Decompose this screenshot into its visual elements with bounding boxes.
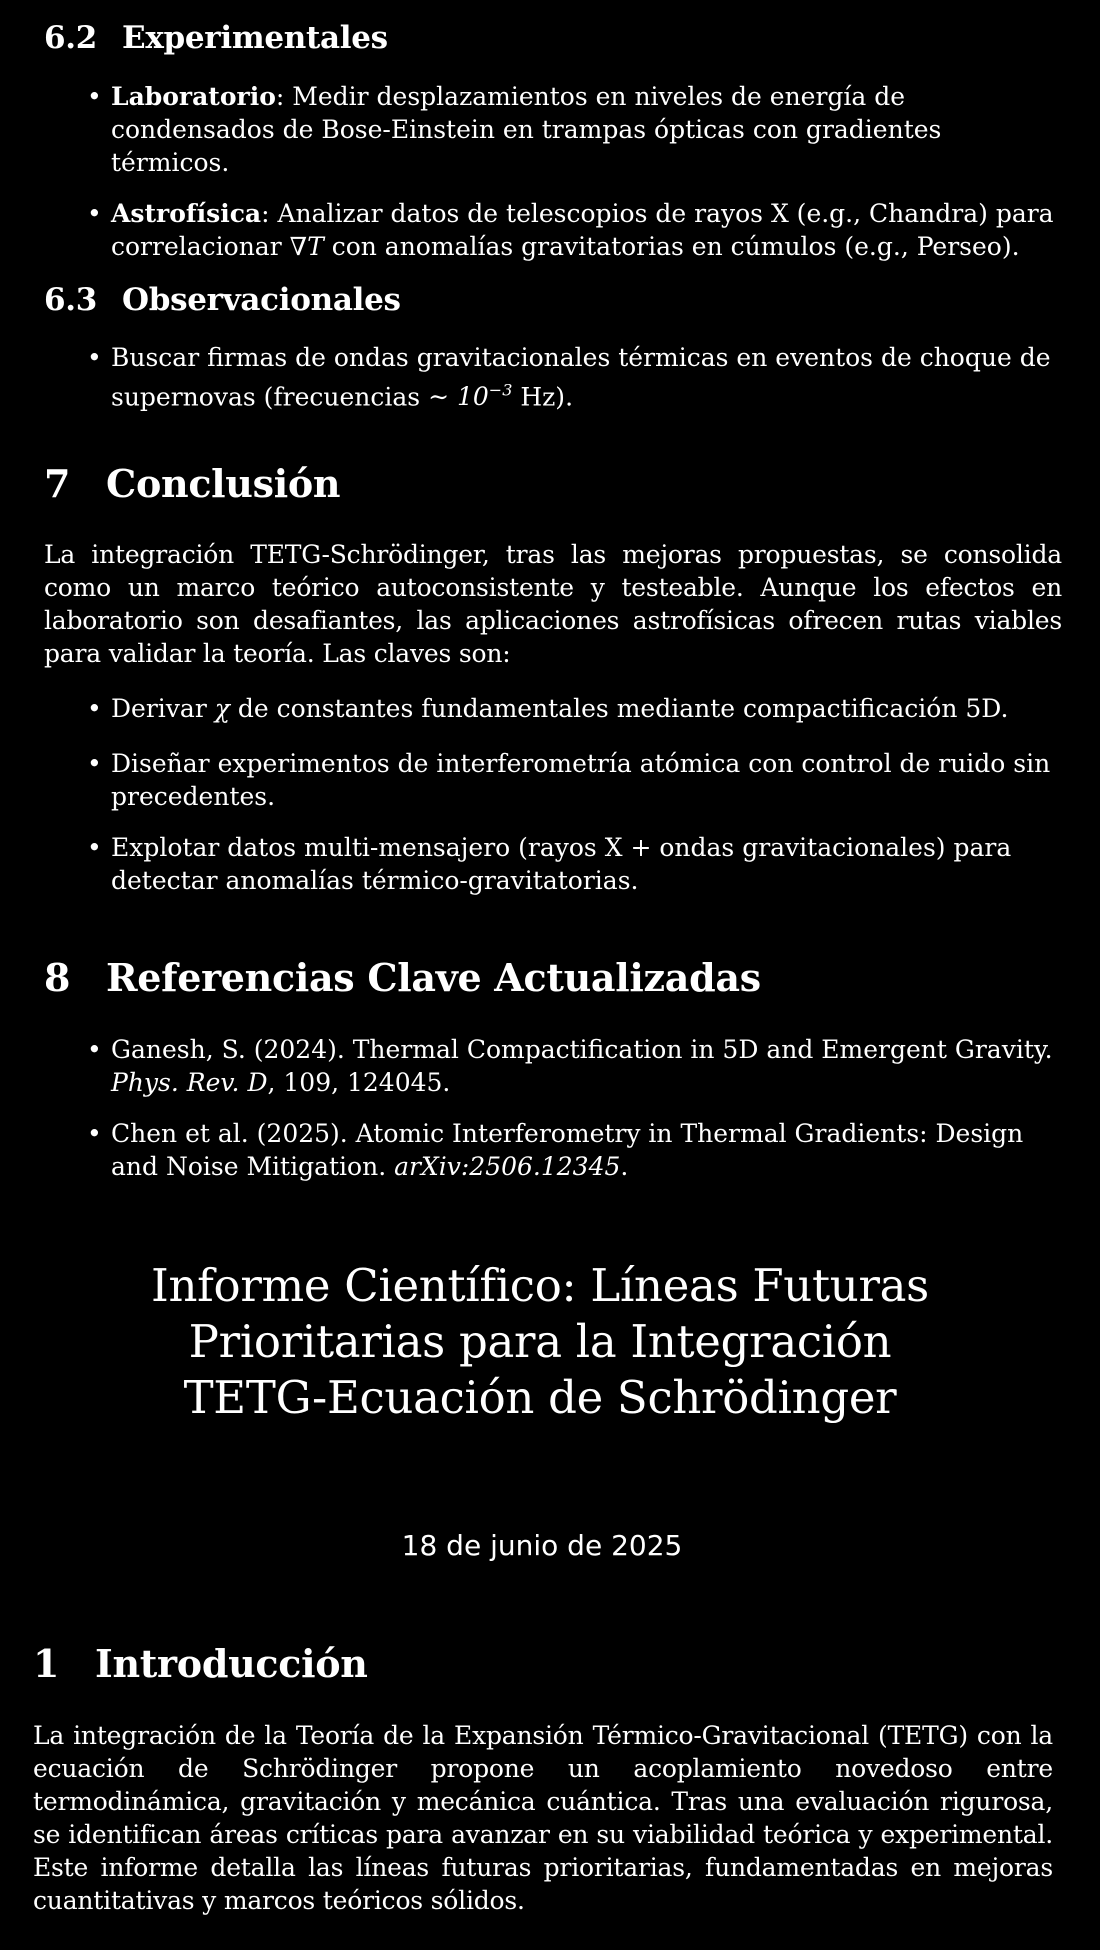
- list-item: [87, 197, 1062, 263]
- bullet-icon: •: [87, 694, 102, 723]
- section-heading: [44, 460, 1064, 508]
- list-item: [87, 80, 1062, 179]
- math-base: ∼ 10: [428, 382, 489, 412]
- item-text: : Analizar datos de telescopios de rayos X (e.g., Chandra) para correlacionar: [111, 199, 1054, 261]
- section-number: 1: [33, 1641, 60, 1686]
- section-number: 6.2: [44, 20, 98, 56]
- section-7-list: [87, 692, 1062, 897]
- list-item: [87, 747, 1062, 813]
- item-text: Hz).: [512, 382, 574, 412]
- paragraph: La integración de la Teoría de la Expansión Térmico-Gravitacional (TETG) con la ecuación de Schrödinger propone un acoplamiento novedoso entre termodinámica, gravitación y mecánica cuántica. Tras una evaluación rigurosa, se identifican áreas críticas para avanzar en su viabilidad teórica y experimental. Este informe detalla las líneas futuras prioritarias, fundamentadas en mejoras cuantitativas y marcos teóricos sólidos.: [33, 1721, 1053, 1915]
- section-title: Introducción: [95, 1641, 368, 1686]
- math-chi: χ: [214, 694, 230, 723]
- bullet-icon: •: [87, 1035, 102, 1064]
- section-6-3: [44, 280, 1064, 320]
- math-frequency: [428, 382, 512, 411]
- section-title: Observacionales: [122, 282, 401, 318]
- item-text: con anomalías gravitatorias en cúmulos (e.g., Perseo).: [323, 232, 1020, 261]
- reference-item: [87, 1033, 1062, 1099]
- reference-text: Ganesh, S. (2024). Thermal Compactification in 5D and Emergent Gravity.: [111, 1035, 1053, 1064]
- list-item: [87, 341, 1062, 413]
- section-1: [33, 1640, 1063, 1688]
- section-7: [44, 460, 1064, 508]
- section-title: Referencias Clave Actualizadas: [106, 955, 761, 1000]
- section-8-list: [87, 1033, 1062, 1183]
- section-8: [44, 954, 1064, 1002]
- bullet-icon: •: [87, 833, 102, 862]
- reference-text: , 109, 124045.: [267, 1068, 451, 1097]
- section-title: Experimentales: [122, 20, 388, 56]
- section-6-2: [44, 18, 1064, 58]
- section-1-paragraph: [33, 1719, 1053, 1917]
- reference-journal: arXiv:2506.12345: [394, 1152, 621, 1181]
- item-label: Laboratorio: [111, 82, 276, 111]
- math-nabla-t: ∇T: [289, 232, 324, 261]
- list-item: [87, 692, 1062, 725]
- item-text: Derivar: [111, 694, 215, 723]
- bullet-icon: •: [87, 343, 102, 372]
- section-number: 8: [44, 955, 71, 1000]
- section-heading: [44, 18, 1064, 58]
- item-text: Diseñar experimentos de interferometría atómica con control de ruido sin precedentes.: [111, 749, 1051, 811]
- item-text: Explotar datos multi-mensajero (rayos X + ondas gravitacionales) para detectar anomalías térmico-gravitatorias.: [111, 833, 1012, 895]
- reference-text: .: [620, 1152, 629, 1181]
- report-title: Informe Científico: Líneas Futuras Prioritarias para la Integración TETG-Ecuación de Schrödinger: [151, 1259, 929, 1424]
- reference-text: Chen et al. (2025). Atomic Interferometry in Thermal Gradients: Design and Noise Mitigation.: [111, 1119, 1024, 1181]
- report-date: 18 de junio de 2025: [401, 1529, 683, 1562]
- bullet-icon: •: [87, 82, 102, 111]
- paragraph: La integración TETG-Schrödinger, tras las mejoras propuestas, se consolida como un marco teórico autoconsistente y testeable. Aunque los efectos en laboratorio son desafiantes, las aplicaciones astrofísicas ofrecen rutas viables para validar la teoría. Las claves son:: [44, 540, 1062, 668]
- section-heading: [33, 1640, 1063, 1688]
- bullet-icon: •: [87, 1119, 102, 1148]
- math-exponent: −3: [488, 381, 513, 400]
- section-number: 7: [44, 461, 71, 506]
- reference-journal: Phys. Rev. D: [111, 1068, 268, 1097]
- section-heading: [44, 280, 1064, 320]
- item-text: Buscar firmas de ondas gravitacionales térmicas en eventos de choque de supernovas (frecuencias: [111, 343, 1051, 412]
- section-7-paragraph: [44, 538, 1062, 670]
- section-6-2-list: [87, 80, 1062, 263]
- section-title: Conclusión: [106, 461, 341, 506]
- list-item: [87, 831, 1062, 897]
- bullet-icon: •: [87, 199, 102, 228]
- section-6-3-list: [87, 341, 1062, 413]
- item-label: Astrofísica: [111, 199, 262, 228]
- section-heading: [44, 954, 1064, 1002]
- section-number: 6.3: [44, 282, 98, 318]
- bullet-icon: •: [87, 749, 102, 778]
- reference-item: [87, 1117, 1062, 1183]
- item-text: de constantes fundamentales mediante compactificación 5D.: [229, 694, 1009, 723]
- item-text: : Medir desplazamientos en niveles de energía de condensados de Bose-Einstein en trampas ópticas con gradientes térmicos.: [111, 82, 942, 177]
